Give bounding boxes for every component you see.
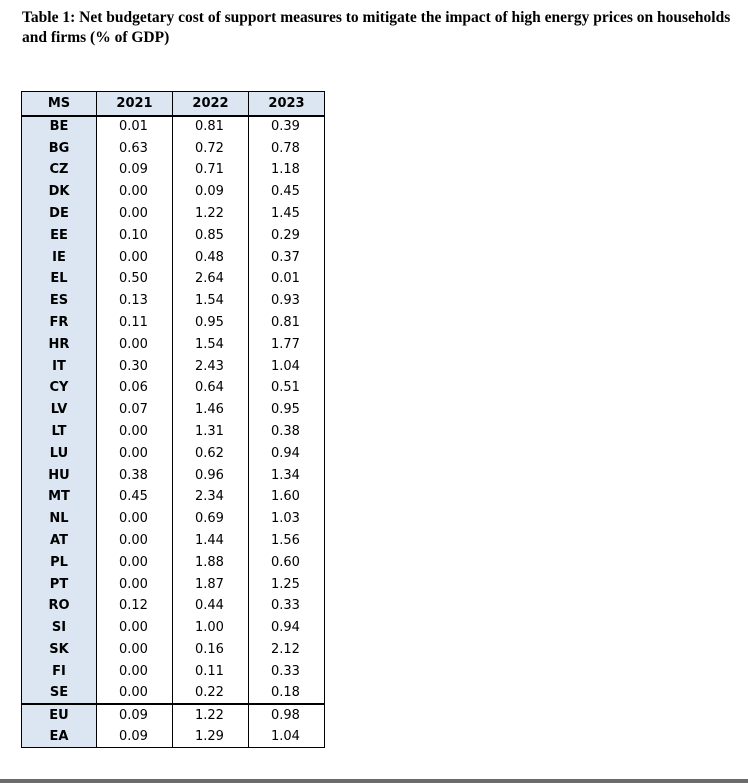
value-cell: 0.01 bbox=[249, 268, 325, 290]
member-state-code: FI bbox=[22, 660, 97, 682]
value-cell: 0.48 bbox=[173, 246, 249, 268]
member-state-code: EE bbox=[22, 224, 97, 246]
member-state-code: SE bbox=[22, 682, 97, 704]
value-cell: 0.33 bbox=[249, 660, 325, 682]
table-row bbox=[22, 551, 325, 573]
value-cell: 0.00 bbox=[97, 181, 173, 203]
value-cell: 0.09 bbox=[97, 726, 173, 748]
value-cell: 0.44 bbox=[173, 595, 249, 617]
value-cell: 0.00 bbox=[97, 617, 173, 639]
member-state-code: PL bbox=[22, 551, 97, 573]
value-cell: 0.85 bbox=[173, 224, 249, 246]
table-row bbox=[22, 224, 325, 246]
header-2021: 2021 bbox=[97, 92, 173, 116]
member-state-code: EL bbox=[22, 268, 97, 290]
value-cell: 0.00 bbox=[97, 530, 173, 552]
value-cell: 0.95 bbox=[249, 399, 325, 421]
value-cell: 1.31 bbox=[173, 421, 249, 443]
member-state-code: HR bbox=[22, 333, 97, 355]
member-state-code: EU bbox=[22, 704, 97, 726]
member-state-code: EA bbox=[22, 726, 97, 748]
value-cell: 0.81 bbox=[173, 116, 249, 138]
table-row bbox=[22, 159, 325, 181]
table-row bbox=[22, 530, 325, 552]
member-state-code: DE bbox=[22, 203, 97, 225]
value-cell: 0.95 bbox=[173, 312, 249, 334]
table-row bbox=[22, 116, 325, 138]
value-cell: 1.87 bbox=[173, 573, 249, 595]
value-cell: 1.25 bbox=[249, 573, 325, 595]
value-cell: 0.50 bbox=[97, 268, 173, 290]
member-state-code: MT bbox=[22, 486, 97, 508]
value-cell: 0.12 bbox=[97, 595, 173, 617]
value-cell: 0.00 bbox=[97, 682, 173, 704]
value-cell: 0.22 bbox=[173, 682, 249, 704]
member-state-code: NL bbox=[22, 508, 97, 530]
aggregate-row bbox=[22, 726, 325, 748]
table-row bbox=[22, 464, 325, 486]
value-cell: 0.98 bbox=[249, 704, 325, 726]
value-cell: 0.62 bbox=[173, 442, 249, 464]
value-cell: 0.00 bbox=[97, 203, 173, 225]
value-cell: 0.96 bbox=[173, 464, 249, 486]
value-cell: 0.00 bbox=[97, 660, 173, 682]
table-row bbox=[22, 137, 325, 159]
table-row bbox=[22, 268, 325, 290]
value-cell: 0.38 bbox=[249, 421, 325, 443]
value-cell: 1.04 bbox=[249, 726, 325, 748]
member-state-code: ES bbox=[22, 290, 97, 312]
table-row bbox=[22, 203, 325, 225]
table-row bbox=[22, 355, 325, 377]
table-row bbox=[22, 573, 325, 595]
header-2023: 2023 bbox=[249, 92, 325, 116]
value-cell: 0.45 bbox=[249, 181, 325, 203]
value-cell: 0.00 bbox=[97, 551, 173, 573]
value-cell: 0.45 bbox=[97, 486, 173, 508]
value-cell: 0.10 bbox=[97, 224, 173, 246]
value-cell: 1.04 bbox=[249, 355, 325, 377]
member-state-code: SK bbox=[22, 639, 97, 661]
value-cell: 0.11 bbox=[173, 660, 249, 682]
value-cell: 1.00 bbox=[173, 617, 249, 639]
value-cell: 0.06 bbox=[97, 377, 173, 399]
table-row bbox=[22, 421, 325, 443]
member-state-code: IE bbox=[22, 246, 97, 268]
member-state-code: RO bbox=[22, 595, 97, 617]
table-row bbox=[22, 246, 325, 268]
table-row bbox=[22, 508, 325, 530]
value-cell: 0.60 bbox=[249, 551, 325, 573]
value-cell: 0.38 bbox=[97, 464, 173, 486]
table-row bbox=[22, 442, 325, 464]
value-cell: 2.43 bbox=[173, 355, 249, 377]
value-cell: 0.64 bbox=[173, 377, 249, 399]
value-cell: 0.63 bbox=[97, 137, 173, 159]
member-state-code: AT bbox=[22, 530, 97, 552]
value-cell: 0.18 bbox=[249, 682, 325, 704]
table-row bbox=[22, 639, 325, 661]
value-cell: 1.54 bbox=[173, 333, 249, 355]
member-state-code: SI bbox=[22, 617, 97, 639]
table-row bbox=[22, 377, 325, 399]
value-cell: 0.00 bbox=[97, 333, 173, 355]
value-cell: 0.51 bbox=[249, 377, 325, 399]
table-row bbox=[22, 333, 325, 355]
member-state-code: CY bbox=[22, 377, 97, 399]
value-cell: 2.34 bbox=[173, 486, 249, 508]
value-cell: 0.81 bbox=[249, 312, 325, 334]
value-cell: 0.69 bbox=[173, 508, 249, 530]
value-cell: 0.37 bbox=[249, 246, 325, 268]
table-row bbox=[22, 595, 325, 617]
member-state-code: BE bbox=[22, 116, 97, 138]
energy-support-table bbox=[21, 91, 325, 748]
aggregate-row bbox=[22, 704, 325, 726]
value-cell: 0.13 bbox=[97, 290, 173, 312]
value-cell: 1.45 bbox=[249, 203, 325, 225]
value-cell: 2.64 bbox=[173, 268, 249, 290]
value-cell: 0.09 bbox=[97, 159, 173, 181]
table-row bbox=[22, 290, 325, 312]
value-cell: 0.00 bbox=[97, 442, 173, 464]
value-cell: 1.60 bbox=[249, 486, 325, 508]
member-state-code: CZ bbox=[22, 159, 97, 181]
value-cell: 0.00 bbox=[97, 421, 173, 443]
value-cell: 0.01 bbox=[97, 116, 173, 138]
value-cell: 1.56 bbox=[249, 530, 325, 552]
value-cell: 2.12 bbox=[249, 639, 325, 661]
table-row bbox=[22, 312, 325, 334]
value-cell: 1.22 bbox=[173, 203, 249, 225]
table-row bbox=[22, 399, 325, 421]
member-state-code: LU bbox=[22, 442, 97, 464]
header-2022: 2022 bbox=[173, 92, 249, 116]
table-title: Table 1: Net budgetary cost of support measures to mitigate the impact of high energy prices on households and firms (% of GDP) bbox=[22, 9, 731, 46]
value-cell: 0.29 bbox=[249, 224, 325, 246]
value-cell: 0.00 bbox=[97, 508, 173, 530]
value-cell: 1.18 bbox=[249, 159, 325, 181]
value-cell: 0.00 bbox=[97, 246, 173, 268]
header-row bbox=[22, 92, 325, 116]
value-cell: 1.29 bbox=[173, 726, 249, 748]
table-row bbox=[22, 486, 325, 508]
value-cell: 0.39 bbox=[249, 116, 325, 138]
value-cell: 1.88 bbox=[173, 551, 249, 573]
value-cell: 0.33 bbox=[249, 595, 325, 617]
value-cell: 1.46 bbox=[173, 399, 249, 421]
value-cell: 0.72 bbox=[173, 137, 249, 159]
value-cell: 1.03 bbox=[249, 508, 325, 530]
value-cell: 0.94 bbox=[249, 442, 325, 464]
value-cell: 1.77 bbox=[249, 333, 325, 355]
value-cell: 1.54 bbox=[173, 290, 249, 312]
table-row bbox=[22, 682, 325, 704]
value-cell: 0.78 bbox=[249, 137, 325, 159]
value-cell: 0.09 bbox=[97, 704, 173, 726]
bottom-edge-bar bbox=[0, 779, 748, 783]
value-cell: 1.44 bbox=[173, 530, 249, 552]
value-cell: 0.16 bbox=[173, 639, 249, 661]
value-cell: 0.00 bbox=[97, 573, 173, 595]
value-cell: 0.94 bbox=[249, 617, 325, 639]
value-cell: 0.00 bbox=[97, 639, 173, 661]
member-state-code: PT bbox=[22, 573, 97, 595]
value-cell: 0.93 bbox=[249, 290, 325, 312]
value-cell: 0.09 bbox=[173, 181, 249, 203]
value-cell: 1.34 bbox=[249, 464, 325, 486]
member-state-code: LV bbox=[22, 399, 97, 421]
table-row bbox=[22, 660, 325, 682]
header-ms: MS bbox=[22, 92, 97, 116]
table-row bbox=[22, 181, 325, 203]
value-cell: 0.71 bbox=[173, 159, 249, 181]
member-state-code: LT bbox=[22, 421, 97, 443]
member-state-code: HU bbox=[22, 464, 97, 486]
value-cell: 0.07 bbox=[97, 399, 173, 421]
member-state-code: DK bbox=[22, 181, 97, 203]
member-state-code: FR bbox=[22, 312, 97, 334]
member-state-code: BG bbox=[22, 137, 97, 159]
value-cell: 1.22 bbox=[173, 704, 249, 726]
table-row bbox=[22, 617, 325, 639]
value-cell: 0.30 bbox=[97, 355, 173, 377]
member-state-code: IT bbox=[22, 355, 97, 377]
value-cell: 0.11 bbox=[97, 312, 173, 334]
